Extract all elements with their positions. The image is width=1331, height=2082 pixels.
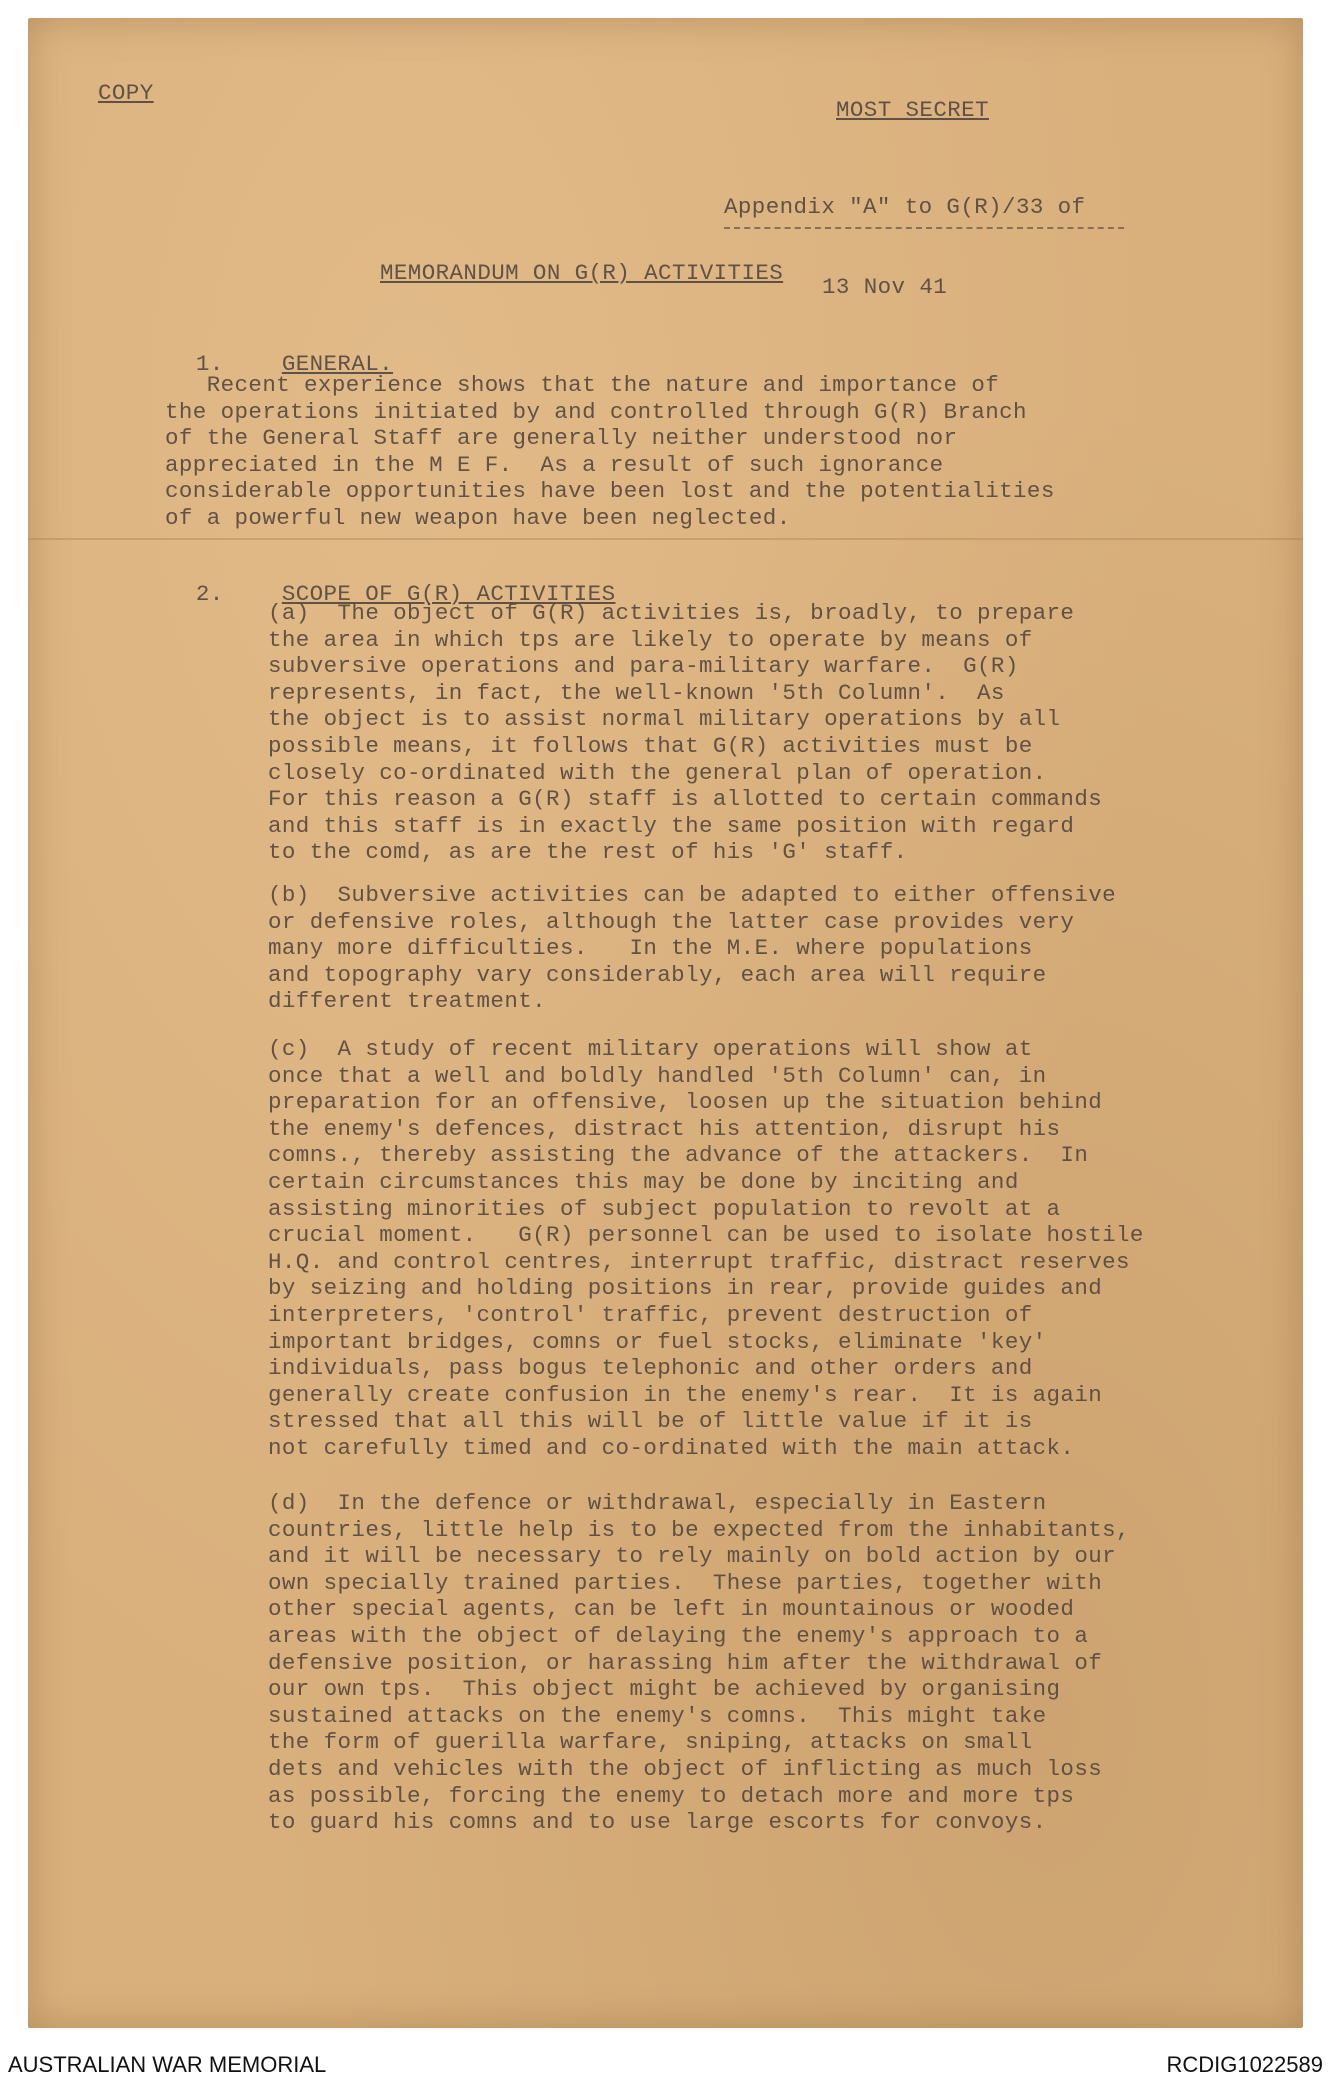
paragraph-2b [268, 882, 1116, 1015]
text-line: represents, in fact, the well-known '5th Column'. As [268, 679, 1005, 706]
text-line: preparation for an offensive, loosen up the situation behind [268, 1089, 1103, 1116]
text-line: not carefully timed and co-ordinated with the main attack. [268, 1434, 1075, 1461]
text-line: defensive position, or harassing him after the withdrawal of [268, 1649, 1103, 1676]
text-line: certain circumstances this may be done by inciting and [268, 1168, 1019, 1195]
text-line: interpreters, 'control' traffic, prevent destruction of [268, 1301, 1033, 1328]
text-line: the form of guerilla warfare, sniping, attacks on small [268, 1729, 1033, 1756]
text-line: our own tps. This object might be achieved by organising [268, 1676, 1061, 1703]
text-line: For this reason a G(R) staff is allotted to certain commands [268, 786, 1103, 813]
text-line: or defensive roles, although the latter case provides very [268, 908, 1075, 935]
text-line: dets and vehicles with the object of inflicting as much loss [268, 1755, 1103, 1782]
text-line: possible means, it follows that G(R) activities must be [268, 732, 1033, 759]
text-line: Recent experience shows that the nature and importance of [165, 372, 1000, 398]
text-line: (a) The object of G(R) activities is, broadly, to prepare [268, 600, 1075, 626]
text-line: individuals, pass bogus telephonic and other orders and [268, 1355, 1033, 1382]
appendix-reference [724, 141, 1085, 327]
text-line: other special agents, can be left in mountainous or wooded [268, 1596, 1075, 1623]
text-line: important bridges, comns or fuel stocks, eliminate 'key' [268, 1328, 1047, 1355]
text-line: and this staff is in exactly the same position with regard [268, 812, 1075, 839]
text-line: (b) Subversive activities can be adapted to either offensive [268, 882, 1117, 908]
paragraph-2a [268, 600, 1102, 866]
text-line: appreciated in the M E F. As a result of such ignorance [165, 451, 944, 478]
section-label: SCOPE OF G(R) ACTIVITIES [281, 580, 616, 607]
text-line: closely co-ordinated with the general plan of operation. [268, 759, 1047, 786]
archive-footer [0, 2048, 1331, 2082]
text-line: own specially trained parties. These parties, together with [268, 1569, 1103, 1596]
classification-heading: MOST SECRET [836, 97, 989, 123]
dashed-rule [724, 227, 1124, 229]
text-line: areas with the object of delaying the enemy's approach to a [268, 1622, 1089, 1649]
section-number: 1. [195, 350, 224, 377]
text-line: of the General Staff are generally neither understood nor [165, 425, 958, 452]
section-number: 2. [195, 580, 224, 607]
text-line: and topography vary considerably, each area will require [268, 961, 1047, 988]
text-line: by seizing and holding positions in rear, provide guides and [268, 1275, 1103, 1302]
section-label: GENERAL. [281, 350, 394, 377]
text-line: stressed that all this will be of little value if it is [268, 1408, 1033, 1435]
text-line: the area in which tps are likely to operate by means of [268, 626, 1033, 653]
text-line: as possible, forcing the enemy to detach more and more tps [268, 1782, 1075, 1809]
paragraph-general [165, 372, 1055, 532]
text-line: comns., thereby assisting the advance of the attackers. In [268, 1142, 1089, 1169]
appendix-line: Appendix "A" to G(R)/33 of [724, 194, 1086, 221]
copy-mark: COPY [98, 80, 154, 106]
paragraph-2d [268, 1490, 1130, 1836]
text-line: (d) In the defence or withdrawal, especially in Eastern [268, 1490, 1047, 1516]
text-line: subversive operations and para-military warfare. G(R) [268, 653, 1019, 680]
section-heading-general [168, 324, 393, 377]
text-line: assisting minorities of subject population to revolt at a [268, 1195, 1061, 1222]
text-line: considerable opportunities have been lost and the potentialities [165, 478, 1055, 505]
document-title: MEMORANDUM ON G(R) ACTIVITIES [380, 260, 784, 286]
text-line: different treatment. [268, 988, 547, 1015]
text-line: of a powerful new weapon have been neglected. [165, 504, 791, 531]
text-line: once that a well and boldly handled '5th Column' can, in [268, 1062, 1047, 1089]
item-identifier: RCDIG1022589 [1166, 2052, 1323, 2077]
text-line: H.Q. and control centres, interrupt traffic, distract reserves [268, 1248, 1130, 1275]
text-line: to guard his comns and to use large escorts for convoys. [268, 1809, 1047, 1836]
institution-name: AUSTRALIAN WAR MEMORIAL [8, 2052, 327, 2077]
text-line: the object is to assist normal military operations by all [268, 706, 1061, 733]
appendix-line: 13 Nov 41 [822, 273, 948, 300]
text-line: crucial moment. G(R) personnel can be used to isolate hostile [268, 1222, 1144, 1249]
paper-fold-crease [28, 538, 1303, 540]
text-line: sustained attacks on the enemy's comns. This might take [268, 1702, 1047, 1729]
text-line: to the comd, as are the rest of his 'G' staff. [268, 839, 908, 866]
paragraph-2c [268, 1036, 1144, 1462]
text-line: countries, little help is to be expected from the inhabitants, [268, 1516, 1130, 1543]
text-line: the enemy's defences, distract his attention, disrupt his [268, 1115, 1061, 1142]
text-line: many more difficulties. In the M.E. where populations [268, 935, 1033, 962]
text-line: (c) A study of recent military operations will show at [268, 1036, 1033, 1062]
text-line: the operations initiated by and controlled through G(R) Branch [165, 398, 1027, 425]
text-line: generally create confusion in the enemy's rear. It is again [268, 1381, 1103, 1408]
text-line: and it will be necessary to rely mainly on bold action by our [268, 1543, 1117, 1570]
